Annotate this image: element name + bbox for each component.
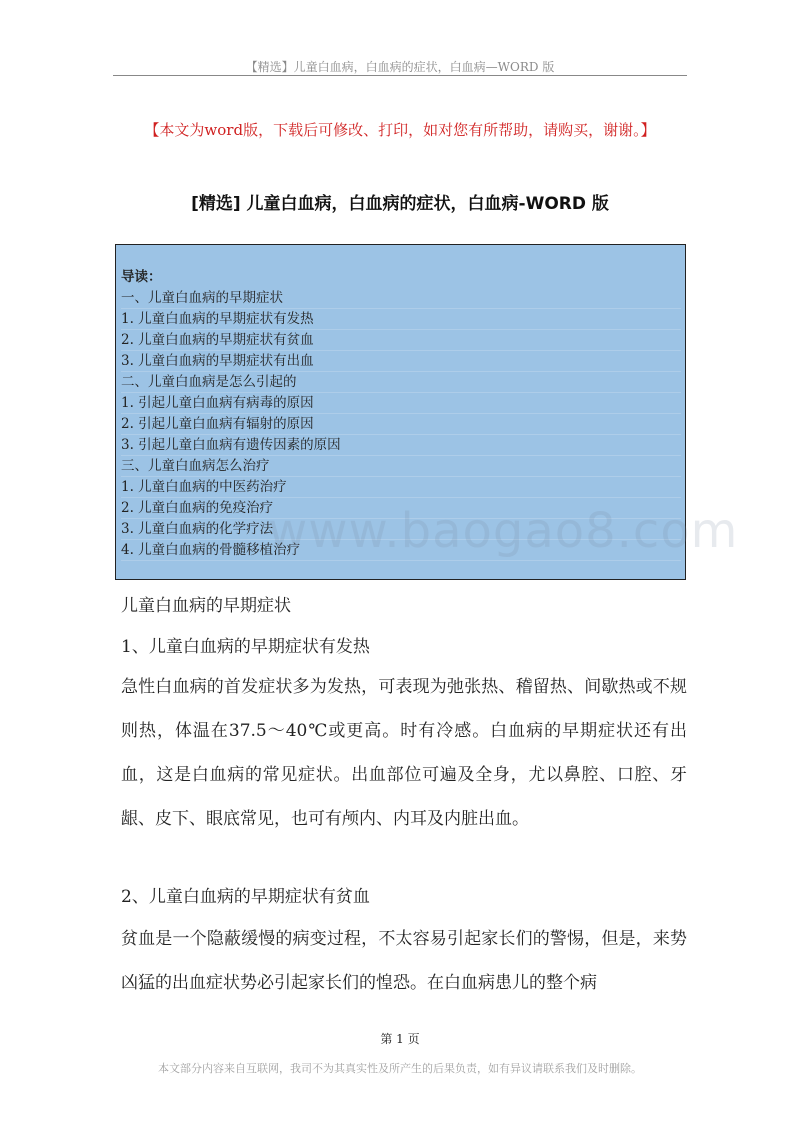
guide-item: 1. 儿童白血病的中医药治疗 (121, 477, 681, 498)
section-title-text: 儿童白血病的早期症状 (121, 596, 291, 616)
subsection-2-paragraph-text: 贫血是一个隐蔽缓慢的病变过程，不太容易引起家长们的警惕，但是，来势凶猛的出血症状势必引起家长们的惶恐。在白血病患儿的整个病 (121, 929, 687, 993)
page-header: 【精选】儿童白血病，白血病的症状，白血病—WORD 版 (245, 60, 555, 74)
subsection-1-title-text: 1、儿童白血病的早期症状有发热 (121, 637, 370, 657)
guide-item: 三、儿童白血病怎么治疗 (121, 456, 681, 477)
watermark: www.baogao8.com (268, 503, 739, 559)
subsection-2-title-text: 2、儿童白血病的早期症状有贫血 (121, 887, 370, 907)
guide-item: 3. 引起儿童白血病有遗传因素的原因 (121, 435, 681, 456)
download-notice: 【本文为word版，下载后可修改、打印，如对您有所帮助，请购买，谢谢。】 (144, 121, 656, 139)
guide-item: 1. 引起儿童白血病有病毒的原因 (121, 393, 681, 414)
subsection-2-paragraph (121, 917, 687, 1005)
guide-item: 2. 引起儿童白血病有辐射的原因 (121, 414, 681, 435)
guide-item: 一、儿童白血病的早期症状 (121, 288, 681, 309)
subsection-1-paragraph (121, 665, 687, 841)
section-title (121, 594, 687, 618)
guide-item: 2. 儿童白血病的早期症状有贫血 (121, 330, 681, 351)
guide-item: 二、儿童白血病是怎么引起的 (121, 372, 681, 393)
header-divider (113, 75, 687, 76)
subsection-1-title (121, 635, 687, 659)
guide-item: 1. 儿童白血病的早期症状有发热 (121, 309, 681, 330)
document-title: [精选] 儿童白血病，白血病的症状，白血病-WORD 版 (191, 194, 609, 214)
page-number: 第 1 页 (380, 1032, 420, 1046)
footer-disclaimer: 本文部分内容来自互联网，我司不为其真实性及所产生的后果负责，如有异议请联系我们及时删除。 (158, 1062, 642, 1075)
guide-heading: 导读： (121, 269, 162, 285)
guide-item: 3. 儿童白血病的早期症状有出血 (121, 351, 681, 372)
guide-item: 4. 儿童白血病的骨髓移植治疗 (121, 540, 681, 561)
subsection-2-title (121, 885, 687, 909)
guide-item: 3. 儿童白血病的化学疗法 (121, 519, 681, 540)
subsection-1-paragraph-text: 急性白血病的首发症状多为发热，可表现为弛张热、稽留热、间歇热或不规则热，体温在37.5～40℃或更高。时有冷感。白血病的早期症状还有出血，这是白血病的常见症状。出血部位可遍及全身，尤以鼻腔、口腔、牙龈、皮下、眼底常见，也可有颅内、内耳及内脏出血。 (121, 677, 687, 829)
guide-item: 2. 儿童白血病的免疫治疗 (121, 498, 681, 519)
